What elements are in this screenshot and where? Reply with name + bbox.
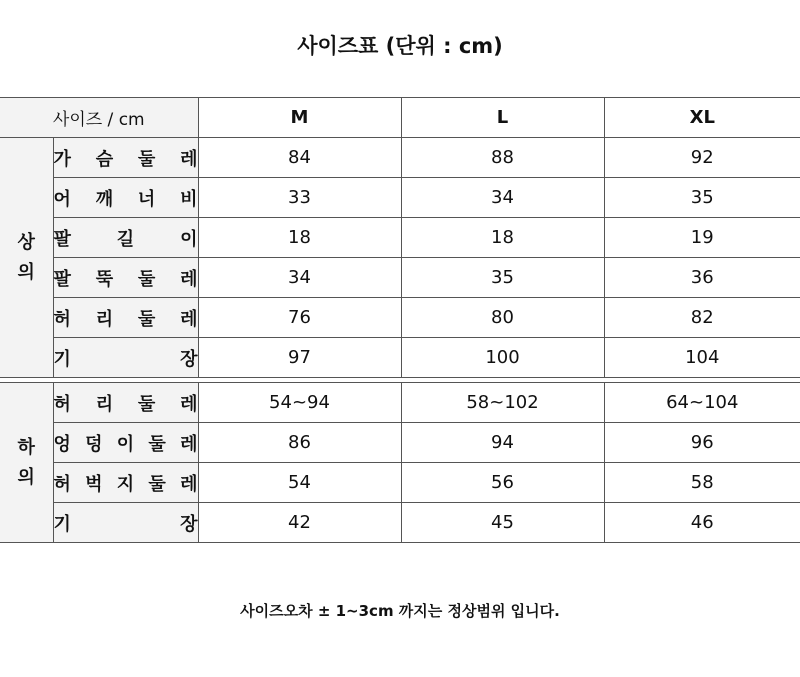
label-char: 깨 (95, 188, 114, 210)
label-char: 비 (180, 188, 198, 210)
row-label-text (54, 390, 198, 416)
row-label-text (54, 265, 198, 291)
table-row (0, 178, 800, 218)
label-char: 어 (53, 188, 71, 210)
label-char: 지 (116, 473, 135, 495)
row-label (53, 463, 198, 503)
table-row (0, 258, 800, 298)
size-table-top (0, 97, 800, 378)
size-value: 82 (604, 298, 800, 338)
table-row (0, 218, 800, 258)
size-value: 96 (604, 423, 800, 463)
group-char: 의 (17, 466, 35, 488)
label-char: 장 (180, 513, 198, 535)
label-char: 레 (180, 393, 198, 415)
size-value: 84 (198, 138, 401, 178)
label-char: 둘 (137, 148, 156, 170)
top-group-label (0, 138, 53, 378)
label-char: 기 (53, 348, 71, 370)
row-label (53, 338, 198, 378)
row-label (53, 218, 198, 258)
row-label (53, 178, 198, 218)
size-value: 58 (604, 463, 800, 503)
size-value: 45 (401, 503, 604, 543)
size-value: 58~102 (401, 383, 604, 423)
label-char: 레 (180, 148, 198, 170)
row-label-text (54, 185, 198, 211)
size-value: 54~94 (198, 383, 401, 423)
table-row (0, 138, 800, 178)
label-char: 뚝 (95, 268, 114, 290)
size-table-bottom (0, 382, 800, 543)
label-char: 기 (53, 513, 71, 535)
size-m-header: M (198, 98, 401, 138)
label-char: 둘 (148, 473, 166, 495)
size-value: 86 (198, 423, 401, 463)
label-char: 가 (53, 148, 71, 170)
size-value: 76 (198, 298, 401, 338)
size-value: 42 (198, 503, 401, 543)
size-tolerance-note: 사이즈오차 ± 1~3cm 까지는 정상범위 입니다. (240, 602, 560, 620)
size-value: 94 (401, 423, 604, 463)
label-char: 리 (95, 393, 114, 415)
label-char: 둘 (137, 308, 156, 330)
label-char: 레 (180, 473, 198, 495)
size-value: 64~104 (604, 383, 800, 423)
label-char: 덩 (85, 433, 103, 455)
label-char: 허 (53, 473, 71, 495)
label-char: 둘 (148, 433, 166, 455)
table-row (0, 383, 800, 423)
group-char: 하 (17, 436, 35, 458)
row-label (53, 383, 198, 423)
size-value: 35 (401, 258, 604, 298)
row-label (53, 423, 198, 463)
row-label-text (54, 430, 198, 456)
label-char: 팔 (53, 268, 71, 290)
size-value: 100 (401, 338, 604, 378)
size-value: 36 (604, 258, 800, 298)
size-value: 46 (604, 503, 800, 543)
label-char: 리 (95, 308, 114, 330)
table-row (0, 463, 800, 503)
row-label (53, 138, 198, 178)
bottom-group-label (0, 383, 53, 543)
row-label-text (54, 510, 198, 536)
size-value: 80 (401, 298, 604, 338)
label-char: 둘 (137, 393, 156, 415)
size-value: 34 (198, 258, 401, 298)
size-value: 18 (198, 218, 401, 258)
label-char: 허 (53, 308, 71, 330)
row-label (53, 258, 198, 298)
row-label-text (54, 305, 198, 331)
row-label-text (54, 470, 198, 496)
size-value: 88 (401, 138, 604, 178)
label-char: 레 (180, 268, 198, 290)
group-char: 의 (17, 261, 35, 283)
size-value: 97 (198, 338, 401, 378)
size-value: 54 (198, 463, 401, 503)
table-row (0, 423, 800, 463)
label-char: 레 (180, 308, 198, 330)
size-value: 35 (604, 178, 800, 218)
label-char: 이 (116, 433, 135, 455)
table-row (0, 503, 800, 543)
group-char: 상 (17, 231, 35, 253)
label-char: 장 (180, 348, 198, 370)
size-xl-header: XL (604, 98, 800, 138)
label-char: 이 (180, 228, 198, 250)
label-char: 슴 (95, 148, 114, 170)
size-l-header: L (401, 98, 604, 138)
label-char: 레 (180, 433, 198, 455)
row-label-text (54, 225, 198, 251)
size-value: 104 (604, 338, 800, 378)
size-value: 19 (604, 218, 800, 258)
label-char: 둘 (137, 268, 156, 290)
row-label-text (54, 345, 198, 371)
row-label (53, 298, 198, 338)
size-value: 92 (604, 138, 800, 178)
label-char: 허 (53, 393, 71, 415)
label-char: 너 (137, 188, 156, 210)
size-value: 34 (401, 178, 604, 218)
label-char: 팔 (53, 228, 71, 250)
row-label (53, 503, 198, 543)
size-value: 56 (401, 463, 604, 503)
header-corner: 사이즈 / cm (0, 98, 198, 138)
header-row (0, 98, 800, 138)
size-value: 18 (401, 218, 604, 258)
label-char: 벅 (85, 473, 103, 495)
table-row (0, 298, 800, 338)
size-value: 33 (198, 178, 401, 218)
row-label-text (54, 145, 198, 171)
table-row (0, 338, 800, 378)
page-title: 사이즈표 (단위 : cm) (297, 34, 503, 58)
label-char: 엉 (53, 433, 71, 455)
label-char: 길 (116, 228, 135, 250)
